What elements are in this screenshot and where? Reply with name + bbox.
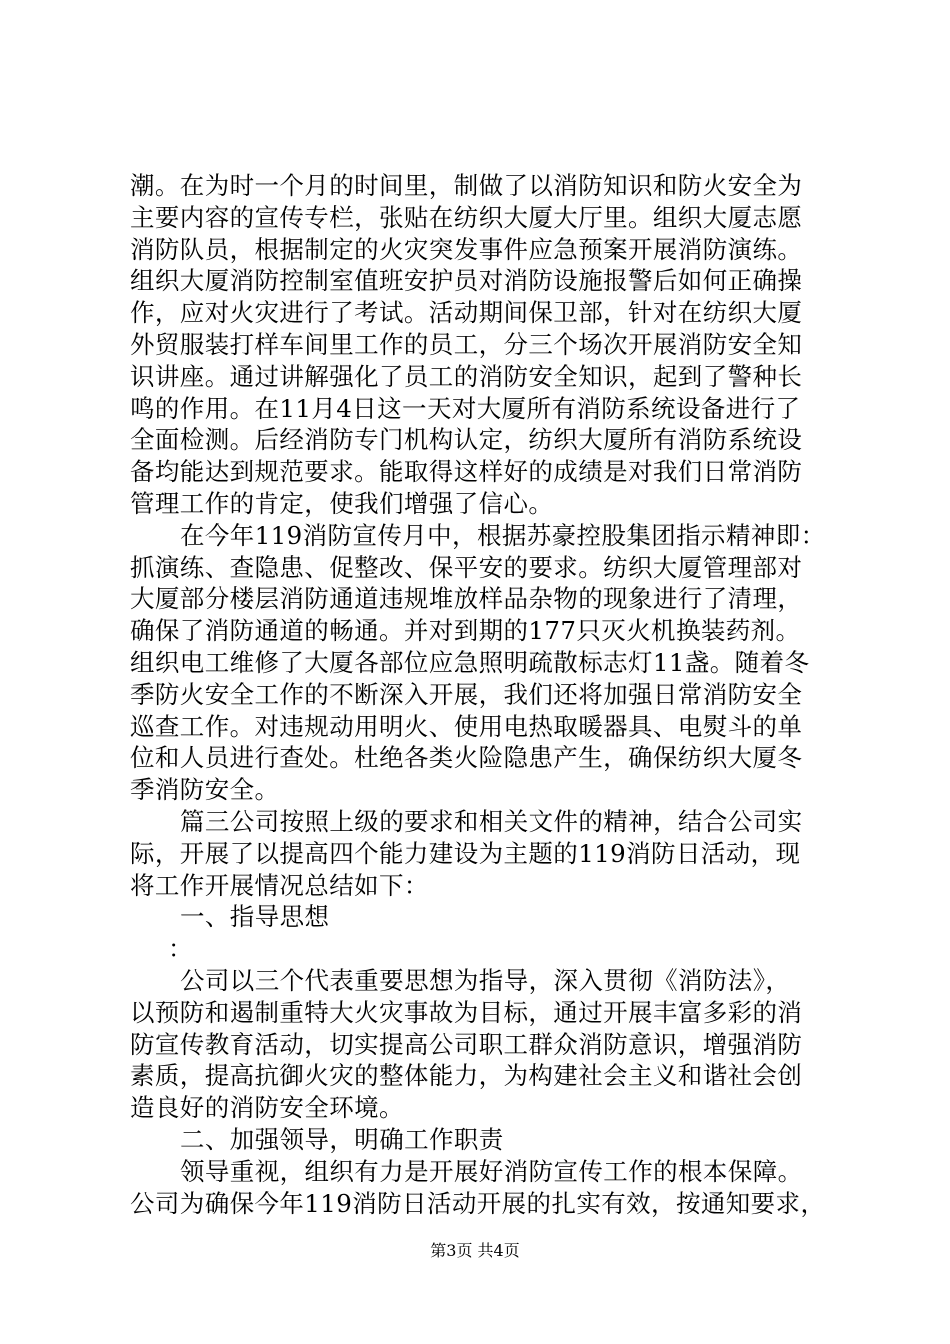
section-heading: 一、指导思想 [180, 902, 330, 932]
body-line: 防宣传教育活动，切实提高公司职工群众消防意识，增强消防 [130, 1029, 803, 1059]
body-line: 作，应对火灾进行了考试。活动期间保卫部，针对在纺织大厦 [130, 298, 803, 328]
body-line: 全面检测。后经消防专门机构认定，纺织大厦所有消防系统设 [130, 425, 803, 455]
body-line: ： [168, 934, 193, 964]
body-line: 管理工作的肯定，使我们增强了信心。 [130, 489, 554, 518]
paragraph-start-line: 篇三公司按照上级的要求和相关文件的精神，结合公司实 [180, 807, 803, 836]
body-line: 公司为确保今年119消防日活动开展的扎实有效，按通知要求， [130, 1188, 826, 1218]
paragraph-start-line: 在今年119消防宣传月中，根据苏豪控股集团指示精神即： [180, 520, 826, 550]
body-line: 际，开展了以提高四个能力建设为主题的119消防日活动，现 [130, 838, 801, 868]
body-line: 季消防安全。 [130, 775, 280, 805]
body-line: 巡查工作。对违规动用明火、使用电热取暖器具、电熨斗的单 [130, 711, 803, 741]
body-line: 素质，提高抗御火灾的整体能力，为构建社会主义和谐社会创 [130, 1061, 803, 1091]
body-line: 确保了消防通道的畅通。并对到期的177只灭火机换装药剂。 [130, 616, 801, 646]
body-line: 潮。在为时一个月的时间里，制做了以消防知识和防火安全为 [130, 171, 803, 200]
body-line: 外贸服装打样车间里工作的员工，分三个场次开展消防安全知 [130, 330, 803, 359]
body-line: 抓演练、查隐患、促整改、保平安的要求。纺织大厦管理部对 [130, 552, 803, 582]
paragraph-start-line: 领导重视，组织有力是开展好消防宣传工作的根本保障。 [180, 1156, 803, 1186]
body-line: 大厦部分楼层消防通道违规堆放样品杂物的现象进行了清理， [130, 584, 803, 614]
body-line: 备均能达到规范要求。能取得这样好的成绩是对我们日常消防 [130, 457, 803, 487]
body-line: 季防火安全工作的不断深入开展，我们还将加强日常消防安全 [130, 679, 803, 709]
paragraph-start-line: 公司以三个代表重要思想为指导，深入贯彻《消防法》， [180, 966, 791, 995]
body-line: 以预防和遏制重特大火灾事故为目标，通过开展丰富多彩的消 [130, 997, 803, 1027]
body-line: 位和人员进行查处。杜绝各类火险隐患产生，确保纺织大厦冬 [130, 743, 803, 773]
body-line: 将工作开展情况总结如下： [130, 870, 429, 900]
body-line: 鸣的作用。在11月4日这一天对大厦所有消防系统设备进行了 [130, 393, 801, 423]
body-line: 组织电工维修了大厦各部位应急照明疏散标志灯11盏。随着冬 [130, 648, 810, 677]
body-line: 造良好的消防安全环境。 [130, 1093, 404, 1123]
body-line: 识讲座。通过讲解强化了员工的消防安全知识，起到了警种长 [130, 361, 803, 391]
body-line: 主要内容的宣传专栏，张贴在纺织大厦大厅里。组织大厦志愿 [130, 202, 803, 232]
section-heading: 二、加强领导，明确工作职责 [180, 1125, 504, 1154]
page-footer: 第3页 共4页 [430, 1241, 520, 1260]
body-line: 消防队员，根据制定的火灾突发事件应急预案开展消防演练。 [130, 234, 803, 264]
body-line: 组织大厦消防控制室值班安护员对消防设施报警后如何正确操 [130, 266, 803, 296]
